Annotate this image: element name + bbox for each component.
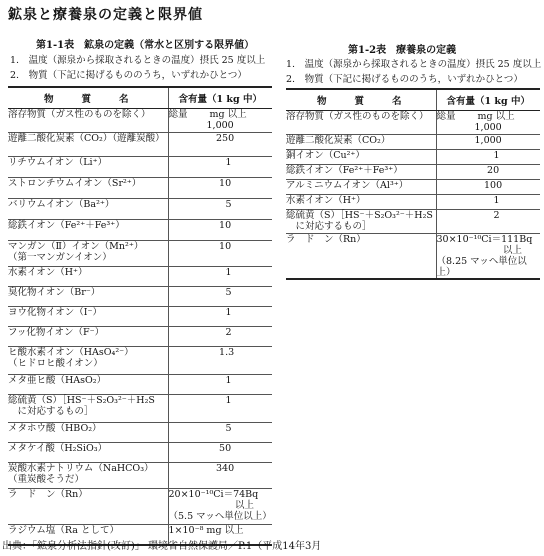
- substance-cell: ラジウム塩（Ra として）: [8, 525, 168, 545]
- substance-cell: アルミニウムイオン（Al³⁺）: [286, 180, 436, 195]
- content-cell: 5: [168, 199, 232, 210]
- table-row: [286, 150, 540, 165]
- table-row: [286, 180, 540, 195]
- substance-cell: 総鉄イオン（Fe²⁺＋Fe³⁺）: [286, 165, 436, 180]
- substance-cell: 総硫黄（S）［HS⁻＋S₂O₃²⁻＋H₂S に対応するもの］: [286, 210, 436, 234]
- substance-cell: ヨウ化物イオン（I⁻）: [8, 307, 168, 327]
- table-row: [8, 375, 272, 395]
- content-cell: 10: [168, 241, 232, 252]
- table-row: [8, 347, 272, 375]
- table2-title: 第1-2表 療養泉の定義: [348, 45, 457, 56]
- content-cell: 1: [436, 150, 500, 161]
- substance-cell: 水素イオン（H⁺）: [8, 267, 168, 287]
- content-cell: 2: [436, 210, 500, 221]
- table-row: [8, 327, 272, 347]
- content-cell: 30×10⁻¹⁰Ci＝111Bq 以上 （8.25 マッヘ単位以上）: [436, 234, 533, 278]
- table2-header-row: [286, 89, 540, 111]
- table-row: [8, 423, 272, 443]
- table-row: [8, 199, 272, 220]
- substance-cell: 遊離二酸化炭素（CO₂）（遊離炭酸）: [8, 133, 168, 157]
- table1-note-substance: 2. 物質（下記に掲げるもののうち，いずれかひとつ）: [10, 70, 247, 81]
- substance-cell: バリウムイオン（Ba²⁺）: [8, 199, 168, 220]
- table1-note-temperature: 1. 温度（源泉から採取されるときの温度）摂氏 25 度以上: [10, 55, 266, 66]
- table1-title: 第1-1表 鉱泉の定義（常水と区別する限界値）: [36, 40, 255, 51]
- substance-cell: 炭酸水素ナトリウム（NaHCO₃） （重炭酸そうだ）: [8, 463, 168, 489]
- source-citation: 出典：「鉱泉分析法指針(改訂)」 環境省自然保護局／P.1（平成14年3月: [2, 541, 322, 552]
- table-row: [8, 489, 272, 525]
- content-cell: 20: [436, 165, 500, 176]
- table-row: [286, 165, 540, 180]
- content-cell: 総量 mg 以上 1,000: [168, 109, 247, 131]
- substance-cell: 溶存物質（ガス性のものを除く）: [286, 111, 436, 135]
- content-cell: 1.3: [168, 347, 235, 358]
- content-cell: 1: [168, 395, 232, 406]
- substance-cell: 臭化物イオン（Br⁻）: [8, 287, 168, 307]
- substance-cell: 水素イオン（H⁺）: [286, 195, 436, 210]
- substance-cell: リチウムイオン（Li⁺）: [8, 157, 168, 178]
- table-row: [8, 287, 272, 307]
- substance-cell: フッ化物イオン（F⁻）: [8, 327, 168, 347]
- content-cell: 100: [436, 180, 503, 191]
- content-cell: 1: [436, 195, 500, 206]
- content-cell: 20×10⁻¹⁰Ci＝74Bq 以上 （5.5 マッヘ単位以上）: [168, 489, 272, 522]
- table1: [8, 86, 272, 546]
- content-cell: 10: [168, 220, 232, 231]
- substance-cell: 総硫黄（S）［HS⁻＋S₂O₃²⁻＋H₂S に対応するもの］: [8, 395, 168, 423]
- table-row: [286, 111, 540, 135]
- table-row: [8, 443, 272, 463]
- table-row: [8, 157, 272, 178]
- substance-cell: ストロンチウムイオン（Sr²⁺）: [8, 178, 168, 199]
- table1-header-row: [8, 87, 272, 109]
- substance-cell: マンガン（Ⅱ）イオン（Mn²⁺） （第一マンガンイオン）: [8, 241, 168, 267]
- table-row: [8, 178, 272, 199]
- content-cell: 1: [168, 157, 232, 168]
- content-cell: 50: [168, 443, 232, 454]
- table2-header-substance: 物 質 名: [286, 89, 436, 111]
- table2: [286, 88, 540, 280]
- substance-cell: メタホウ酸（HBO₂）: [8, 423, 168, 443]
- table1-header-substance: 物 質 名: [8, 87, 168, 109]
- table-row: [8, 267, 272, 287]
- table-row: [286, 234, 540, 280]
- page-title: 鉱泉と療養泉の定義と限界値: [8, 7, 203, 23]
- table-row: [8, 109, 272, 133]
- table-row: [8, 220, 272, 241]
- content-cell: 1: [168, 307, 232, 318]
- substance-cell: ヒ酸水素イオン（HAsO₄²⁻） （ヒドロヒ酸イオン）: [8, 347, 168, 375]
- content-cell: 1: [168, 267, 232, 278]
- table2-note-substance: 2. 物質（下記に掲げるもののうち，いずれかひとつ）: [286, 74, 523, 85]
- content-cell: 5: [168, 423, 232, 434]
- content-cell: 250: [168, 133, 235, 144]
- substance-cell: 銅イオン（Cu²⁺）: [286, 150, 436, 165]
- table-row: [8, 133, 272, 157]
- content-cell: 総量 mg 以上 1,000: [436, 111, 515, 133]
- content-cell: 5: [168, 287, 232, 298]
- table-row: [8, 307, 272, 327]
- table2-header-content: 含有量（1 kg 中）: [436, 89, 540, 111]
- table1-header-content: 含有量（1 kg 中）: [168, 87, 272, 109]
- content-cell: 1: [168, 375, 232, 386]
- substance-cell: メタケイ酸（H₂SiO₃）: [8, 443, 168, 463]
- table-row: [8, 241, 272, 267]
- content-cell: 10: [168, 178, 232, 189]
- table2-note-temperature: 1. 温度（源泉から採取されるときの温度）摂氏 25 度以上: [286, 59, 542, 70]
- content-cell: 340: [168, 463, 235, 474]
- content-cell: 2: [168, 327, 232, 338]
- substance-cell: ラ ド ン（Rn）: [286, 234, 436, 280]
- content-cell: 1,000: [436, 135, 502, 146]
- substance-cell: 遊離二酸化炭素（CO₂）: [286, 135, 436, 150]
- table-row: [286, 195, 540, 210]
- substance-cell: ラ ド ン（Rn）: [8, 489, 168, 525]
- substance-cell: 総鉄イオン（Fe²⁺＋Fe³⁺）: [8, 220, 168, 241]
- table-row: [8, 395, 272, 423]
- content-cell: 1×10⁻⁸ mg 以上: [168, 525, 244, 536]
- substance-cell: メタ亜ヒ酸（HAsO₂）: [8, 375, 168, 395]
- table-row: [286, 135, 540, 150]
- table-row: [286, 210, 540, 234]
- substance-cell: 溶存物質（ガス性のものを除く）: [8, 109, 168, 133]
- table-row: [8, 463, 272, 489]
